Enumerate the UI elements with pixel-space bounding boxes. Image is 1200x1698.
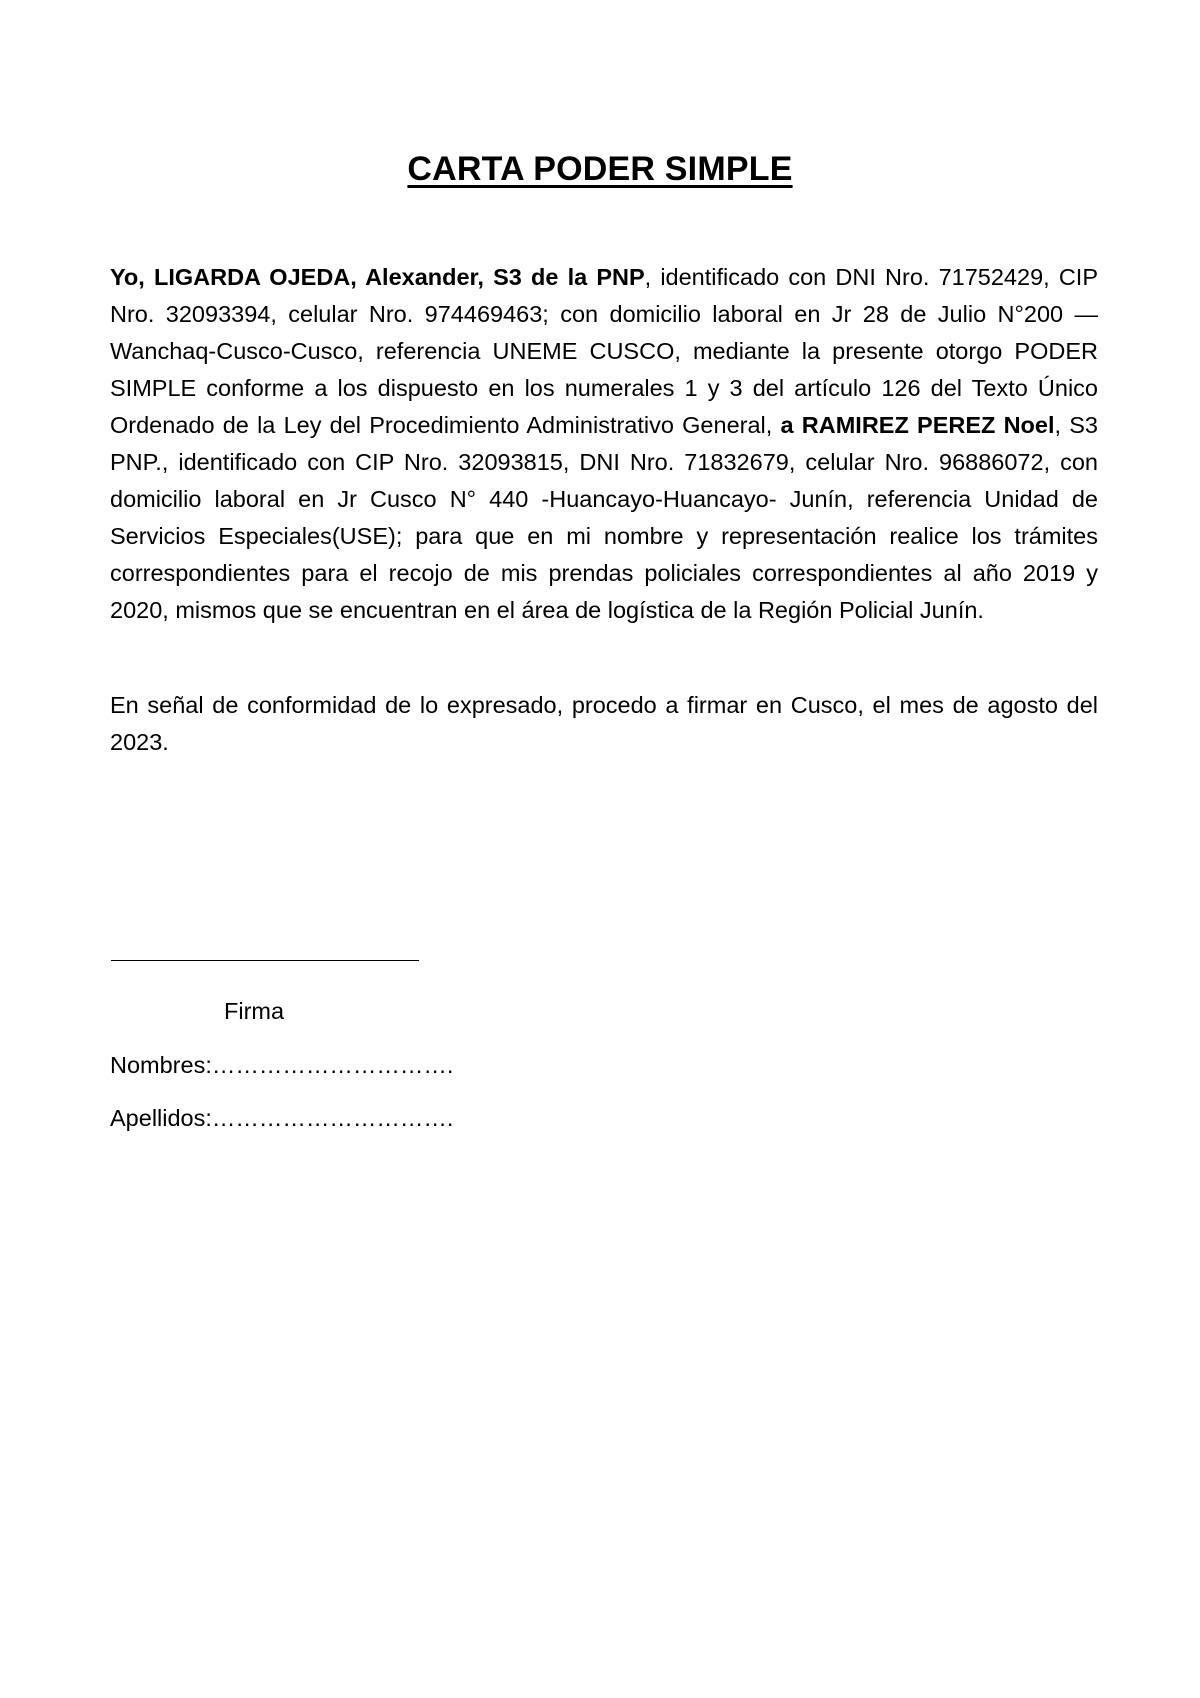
grantor-name: Yo, LIGARDA OJEDA, Alexander, S3 de la PNP	[110, 264, 645, 290]
signature-label: Firma	[224, 998, 285, 1024]
names-field: Nombres:………………………….	[110, 1052, 454, 1078]
surnames-field: Apellidos:………………………….	[110, 1105, 454, 1131]
attorney-name: a RAMIREZ PEREZ Noel	[780, 412, 1055, 438]
document-title: CARTA PODER SIMPLE	[407, 150, 793, 188]
closing-paragraph: En señal de conformidad de lo expresado, procedo a firmar en Cusco, el mes de agosto del 2023.	[110, 692, 1098, 755]
grantor-details: , identificado con DNI Nro. 71752429, CIP Nro. 32093394, celular Nro. 974469463; con domicilio laboral en Jr 28 de Julio N°200 — Wanchaq-Cusco-Cusco, referencia UNEME CUSCO, mediante la presente otorgo PODER SIMPLE conforme a los dispuesto en los numerales 1 y 3 del artículo 126 del Texto Único Ordenado de la Ley del Procedimiento Administrativo General,	[110, 264, 1098, 438]
main-paragraph	[110, 259, 1098, 629]
signature-line	[111, 960, 419, 961]
attorney-details: , S3 PNP., identificado con CIP Nro. 32093815, DNI Nro. 71832679, celular Nro. 96886072, con domicilio laboral en Jr Cusco N° 440 -Huancayo-Huancayo- Junín, referencia Unidad de Servicios Especiales(USE); para que en mi nombre y representación realice los trámites correspondientes para el recojo de mis prendas policiales correspondientes al año 2019 y 2020, mismos que se encuentran en el área de logística de la Región Policial Junín.	[110, 412, 1098, 623]
